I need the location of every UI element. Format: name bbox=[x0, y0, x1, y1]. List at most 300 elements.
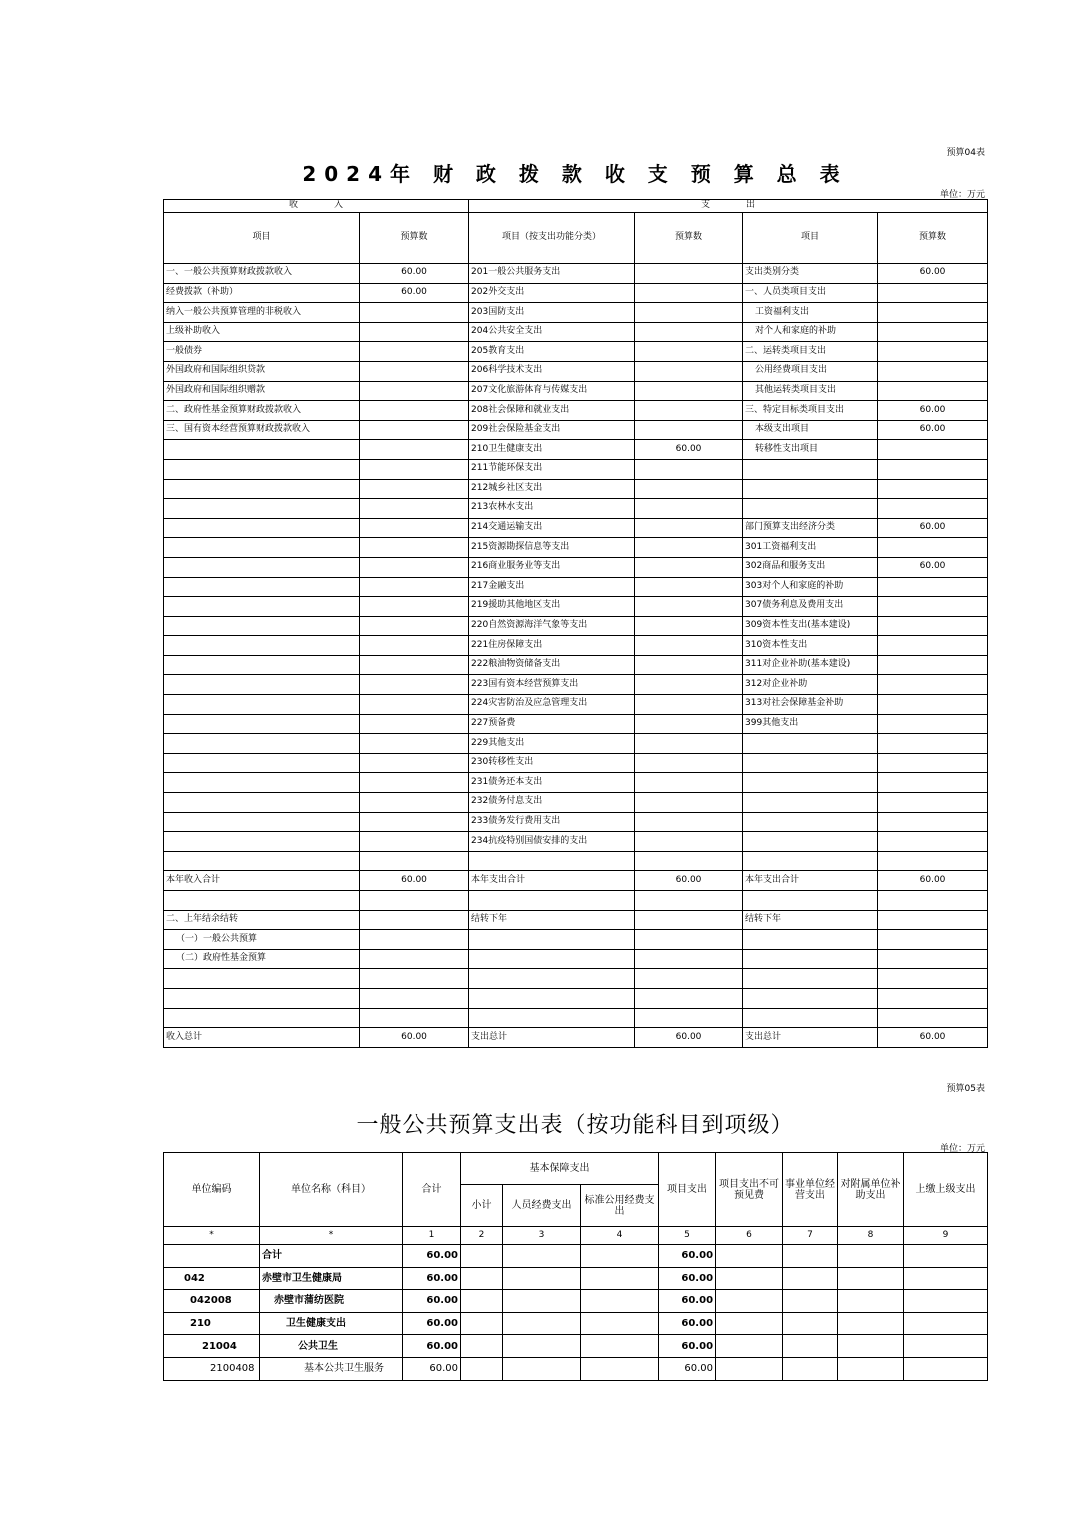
table-cell bbox=[878, 753, 988, 773]
table-row bbox=[164, 793, 988, 813]
table-cell bbox=[716, 1357, 783, 1380]
table-cell: 220自然资源海洋气象等支出 bbox=[469, 616, 635, 636]
table-cell bbox=[838, 1357, 904, 1380]
table-cell: 233债务发行费用支出 bbox=[469, 812, 635, 832]
table-row bbox=[164, 499, 988, 519]
table-cell bbox=[164, 753, 360, 773]
table-row bbox=[164, 636, 988, 656]
table-cell bbox=[878, 1008, 988, 1028]
table-cell bbox=[783, 1357, 838, 1380]
unit-code-header: 单位编码 bbox=[164, 1153, 260, 1227]
table-cell: 三、特定目标类项目支出 bbox=[743, 401, 878, 421]
table-row bbox=[164, 1312, 988, 1335]
table-cell: 210卫生健康支出 bbox=[469, 440, 635, 460]
table-cell bbox=[904, 1267, 988, 1290]
table-cell bbox=[635, 616, 743, 636]
table-cell bbox=[878, 891, 988, 911]
table-cell: 219援助其他地区支出 bbox=[469, 597, 635, 617]
table-cell bbox=[783, 1245, 838, 1268]
table-row bbox=[164, 597, 988, 617]
table-cell bbox=[716, 1267, 783, 1290]
table-cell bbox=[461, 1357, 503, 1380]
table-cell bbox=[164, 773, 360, 793]
table-cell bbox=[743, 793, 878, 813]
table-cell bbox=[783, 1312, 838, 1335]
table-cell bbox=[635, 930, 743, 950]
table-cell bbox=[878, 734, 988, 754]
table-cell: 201一般公共服务支出 bbox=[469, 264, 635, 284]
table-row bbox=[164, 871, 988, 891]
table-cell: 60.00 bbox=[659, 1357, 716, 1380]
table-cell bbox=[164, 793, 360, 813]
table-cell: 60.00 bbox=[403, 1290, 461, 1313]
table-cell: 311对企业补助(基本建设) bbox=[743, 655, 878, 675]
table-cell bbox=[360, 479, 469, 499]
table-cell: 21004 bbox=[164, 1335, 260, 1358]
table-cell bbox=[503, 1245, 581, 1268]
table-cell: 209社会保险基金支出 bbox=[469, 420, 635, 440]
table-cell bbox=[743, 753, 878, 773]
index-cell: 8 bbox=[838, 1227, 904, 1245]
table-cell bbox=[743, 891, 878, 911]
table-cell: 外国政府和国际组织贷款 bbox=[164, 361, 360, 381]
table-cell bbox=[743, 459, 878, 479]
table-cell bbox=[581, 1267, 659, 1290]
table-cell: 二、上年结余结转 bbox=[164, 910, 360, 930]
table-row bbox=[164, 988, 988, 1008]
table-cell bbox=[164, 557, 360, 577]
table-row bbox=[164, 283, 988, 303]
table-cell bbox=[360, 832, 469, 852]
table-cell bbox=[635, 910, 743, 930]
table-cell bbox=[164, 459, 360, 479]
table-cell bbox=[635, 322, 743, 342]
table-row bbox=[164, 264, 988, 284]
table-cell bbox=[838, 1312, 904, 1335]
table-cell bbox=[360, 616, 469, 636]
table-cell: 60.00 bbox=[403, 1267, 461, 1290]
table-row bbox=[164, 401, 988, 421]
table-cell bbox=[878, 499, 988, 519]
table-cell: 公共卫生 bbox=[260, 1335, 403, 1358]
table-cell: 208社会保障和就业支出 bbox=[469, 401, 635, 421]
table-cell bbox=[581, 1357, 659, 1380]
table-cell bbox=[904, 1335, 988, 1358]
table-row bbox=[164, 969, 988, 989]
col-header: 项目 bbox=[164, 213, 360, 264]
table-cell bbox=[743, 988, 878, 1008]
table-cell: 217金融支出 bbox=[469, 577, 635, 597]
table-cell: 221住房保障支出 bbox=[469, 636, 635, 656]
table-cell bbox=[461, 1335, 503, 1358]
table-cell bbox=[360, 734, 469, 754]
table-cell bbox=[783, 1267, 838, 1290]
table-cell: 外国政府和国际组织赠款 bbox=[164, 381, 360, 401]
table-cell bbox=[878, 949, 988, 969]
table-cell: 60.00 bbox=[659, 1335, 716, 1358]
table-cell bbox=[878, 577, 988, 597]
table-cell: 60.00 bbox=[878, 1028, 988, 1048]
table-row bbox=[164, 459, 988, 479]
table-cell bbox=[360, 342, 469, 362]
basic-header: 基本保障支出 bbox=[461, 1153, 659, 1185]
table-cell bbox=[878, 832, 988, 852]
table-cell: 60.00 bbox=[635, 1028, 743, 1048]
subtotal-header: 小计 bbox=[461, 1185, 503, 1227]
table-row bbox=[164, 1008, 988, 1028]
table-cell: 部门预算支出经济分类 bbox=[743, 518, 878, 538]
table-cell bbox=[469, 891, 635, 911]
table-cell bbox=[360, 930, 469, 950]
table-cell bbox=[360, 910, 469, 930]
table-cell bbox=[360, 538, 469, 558]
table-cell: 307债务利息及费用支出 bbox=[743, 597, 878, 617]
table-cell: 2100408 bbox=[164, 1357, 260, 1380]
table-cell bbox=[360, 655, 469, 675]
table-cell: 60.00 bbox=[878, 557, 988, 577]
table-cell: 三、国有资本经营预算财政拨款收入 bbox=[164, 420, 360, 440]
table-cell: 一般债券 bbox=[164, 342, 360, 362]
table-cell: 对个人和家庭的补助 bbox=[743, 322, 878, 342]
table-cell bbox=[360, 1008, 469, 1028]
table-cell bbox=[360, 988, 469, 1008]
table-cell bbox=[581, 1245, 659, 1268]
table-cell bbox=[878, 851, 988, 871]
table-cell: 60.00 bbox=[659, 1245, 716, 1268]
index-cell: 4 bbox=[581, 1227, 659, 1245]
table-cell bbox=[360, 381, 469, 401]
table-cell: 211节能环保支出 bbox=[469, 459, 635, 479]
project-header: 项目支出 bbox=[659, 1153, 716, 1227]
table-cell bbox=[878, 773, 988, 793]
table1-code: 预算04表 bbox=[946, 148, 985, 158]
table-row bbox=[164, 773, 988, 793]
table-cell bbox=[743, 930, 878, 950]
table-cell bbox=[164, 518, 360, 538]
table-cell bbox=[360, 303, 469, 323]
table-cell bbox=[635, 636, 743, 656]
table-cell bbox=[635, 851, 743, 871]
table-cell: 302商品和服务支出 bbox=[743, 557, 878, 577]
table-cell bbox=[164, 851, 360, 871]
table-cell bbox=[783, 1290, 838, 1313]
table-cell bbox=[469, 1008, 635, 1028]
table-cell: 042008 bbox=[164, 1290, 260, 1313]
table-cell: 公用经费项目支出 bbox=[743, 361, 878, 381]
table-cell bbox=[164, 812, 360, 832]
table-cell bbox=[164, 734, 360, 754]
table-cell bbox=[360, 773, 469, 793]
table-cell bbox=[360, 459, 469, 479]
table-cell bbox=[838, 1245, 904, 1268]
table-row bbox=[164, 675, 988, 695]
table-cell bbox=[164, 655, 360, 675]
table-cell bbox=[503, 1312, 581, 1335]
table-row bbox=[164, 734, 988, 754]
table-cell bbox=[743, 812, 878, 832]
table-cell bbox=[461, 1290, 503, 1313]
table-cell: 216商业服务业等支出 bbox=[469, 557, 635, 577]
table-cell bbox=[164, 479, 360, 499]
table-cell: 60.00 bbox=[403, 1335, 461, 1358]
table-cell bbox=[635, 949, 743, 969]
table-cell: 203国防支出 bbox=[469, 303, 635, 323]
table-row bbox=[164, 714, 988, 734]
table-cell bbox=[164, 440, 360, 460]
table-cell bbox=[164, 891, 360, 911]
table-cell: 042 bbox=[164, 1267, 260, 1290]
table-cell: 213农林水支出 bbox=[469, 499, 635, 519]
index-cell: 1 bbox=[403, 1227, 461, 1245]
table-cell bbox=[360, 322, 469, 342]
table-cell bbox=[360, 714, 469, 734]
table-cell bbox=[635, 891, 743, 911]
table-cell bbox=[503, 1290, 581, 1313]
table-cell: 309资本性支出(基本建设) bbox=[743, 616, 878, 636]
table-cell bbox=[360, 518, 469, 538]
table-cell bbox=[635, 714, 743, 734]
table-row bbox=[164, 381, 988, 401]
table-cell: 本年支出合计 bbox=[469, 871, 635, 891]
index-row bbox=[164, 1227, 988, 1245]
table-cell bbox=[360, 440, 469, 460]
table-cell: 303对个人和家庭的补助 bbox=[743, 577, 878, 597]
table-cell: 工资福利支出 bbox=[743, 303, 878, 323]
table-cell: 60.00 bbox=[878, 871, 988, 891]
table-cell bbox=[743, 773, 878, 793]
table-cell bbox=[635, 988, 743, 1008]
table-cell: 支出总计 bbox=[743, 1028, 878, 1048]
table-row bbox=[164, 949, 988, 969]
total-header: 合计 bbox=[403, 1153, 461, 1227]
table-cell: 234抗疫特别国债安排的支出 bbox=[469, 832, 635, 852]
table-cell: 231债务还本支出 bbox=[469, 773, 635, 793]
table-cell: 207文化旅游体育与传媒支出 bbox=[469, 381, 635, 401]
table-cell bbox=[635, 303, 743, 323]
table-row bbox=[164, 420, 988, 440]
table-cell bbox=[164, 577, 360, 597]
table-cell bbox=[878, 322, 988, 342]
table-cell: 222粮油物资储备支出 bbox=[469, 655, 635, 675]
table-cell bbox=[878, 988, 988, 1008]
col-header: 预算数 bbox=[360, 213, 469, 264]
index-cell: 3 bbox=[503, 1227, 581, 1245]
table-cell: 224灾害防治及应急管理支出 bbox=[469, 695, 635, 715]
table-cell: 205教育支出 bbox=[469, 342, 635, 362]
index-cell: 6 bbox=[716, 1227, 783, 1245]
table-row bbox=[164, 851, 988, 871]
table-cell: 232债务付息支出 bbox=[469, 793, 635, 813]
table-cell bbox=[878, 695, 988, 715]
table-row bbox=[164, 361, 988, 381]
table-cell bbox=[164, 714, 360, 734]
table-cell bbox=[878, 714, 988, 734]
table-cell: （二）政府性基金预算 bbox=[164, 949, 360, 969]
table-cell bbox=[904, 1357, 988, 1380]
table-cell bbox=[878, 636, 988, 656]
table-cell bbox=[635, 793, 743, 813]
table-cell bbox=[838, 1267, 904, 1290]
table-cell bbox=[635, 753, 743, 773]
table-cell: 206科学技术支出 bbox=[469, 361, 635, 381]
table-cell: 二、政府性基金预算财政拨款收入 bbox=[164, 401, 360, 421]
table-cell bbox=[164, 969, 360, 989]
table-cell bbox=[164, 988, 360, 1008]
table-row bbox=[164, 930, 988, 950]
table-cell: 312对企业补助 bbox=[743, 675, 878, 695]
table-cell bbox=[878, 910, 988, 930]
income-header: 收 入 bbox=[164, 200, 469, 213]
subsidy-header: 对附属单位补助支出 bbox=[838, 1153, 904, 1227]
table-row bbox=[164, 577, 988, 597]
table-cell bbox=[878, 969, 988, 989]
table-cell: 60.00 bbox=[878, 401, 988, 421]
table-row bbox=[164, 910, 988, 930]
table-row bbox=[164, 1357, 988, 1380]
table-cell bbox=[360, 949, 469, 969]
table-row bbox=[164, 342, 988, 362]
table-row bbox=[164, 655, 988, 675]
table-cell: 60.00 bbox=[360, 264, 469, 284]
budget-summary-table bbox=[163, 199, 988, 1048]
table-cell: 60.00 bbox=[360, 871, 469, 891]
table-row bbox=[164, 1267, 988, 1290]
table-cell: 合计 bbox=[260, 1245, 403, 1268]
table-cell bbox=[878, 930, 988, 950]
table-cell bbox=[360, 891, 469, 911]
table-cell bbox=[878, 597, 988, 617]
table-cell bbox=[716, 1290, 783, 1313]
table-cell: 上级补助收入 bbox=[164, 322, 360, 342]
table-cell: 经费拨款（补助） bbox=[164, 283, 360, 303]
table-cell bbox=[469, 969, 635, 989]
table-cell bbox=[878, 616, 988, 636]
table-cell bbox=[360, 577, 469, 597]
table-cell: 230转移性支出 bbox=[469, 753, 635, 773]
index-cell: * bbox=[260, 1227, 403, 1245]
table-cell: 60.00 bbox=[360, 1028, 469, 1048]
table-cell bbox=[878, 479, 988, 499]
table-cell: 支出总计 bbox=[469, 1028, 635, 1048]
table-cell: 60.00 bbox=[878, 264, 988, 284]
table-cell bbox=[878, 812, 988, 832]
table-cell: 60.00 bbox=[635, 440, 743, 460]
table-cell: 399其他支出 bbox=[743, 714, 878, 734]
table-cell: 215资源勘探信息等支出 bbox=[469, 538, 635, 558]
table-cell bbox=[635, 1008, 743, 1028]
table-cell bbox=[904, 1245, 988, 1268]
table2-code: 预算05表 bbox=[946, 1084, 985, 1094]
unit-name-header: 单位名称（科目） bbox=[260, 1153, 403, 1227]
table-cell bbox=[878, 793, 988, 813]
table-cell bbox=[469, 988, 635, 1008]
table-cell: 60.00 bbox=[659, 1267, 716, 1290]
table-cell: 二、运转类项目支出 bbox=[743, 342, 878, 362]
table-cell bbox=[878, 283, 988, 303]
table-cell bbox=[716, 1245, 783, 1268]
table-cell: 60.00 bbox=[403, 1245, 461, 1268]
table-cell bbox=[635, 283, 743, 303]
table-cell bbox=[635, 459, 743, 479]
table-cell bbox=[878, 459, 988, 479]
table-cell bbox=[635, 832, 743, 852]
table-cell bbox=[838, 1335, 904, 1358]
table-cell: 202外交支出 bbox=[469, 283, 635, 303]
standard-public-header: 标准公用经费支出 bbox=[581, 1185, 659, 1227]
table-cell bbox=[904, 1290, 988, 1313]
table-cell bbox=[360, 675, 469, 695]
table-cell bbox=[635, 557, 743, 577]
table-cell bbox=[360, 969, 469, 989]
table-row bbox=[164, 557, 988, 577]
table2-unit: 单位：万元 bbox=[939, 1144, 985, 1154]
table-row bbox=[164, 518, 988, 538]
table-cell bbox=[360, 420, 469, 440]
expense-header: 支 出 bbox=[469, 200, 988, 213]
table-cell: （一）一般公共预算 bbox=[164, 930, 360, 950]
table-row bbox=[164, 1245, 988, 1268]
table-cell bbox=[360, 636, 469, 656]
table-cell bbox=[878, 538, 988, 558]
table-cell: 收入总计 bbox=[164, 1028, 360, 1048]
col-header: 项目（按支出功能分类） bbox=[469, 213, 635, 264]
table-row bbox=[164, 440, 988, 460]
table-cell: 卫生健康支出 bbox=[260, 1312, 403, 1335]
personnel-header: 人员经费支出 bbox=[503, 1185, 581, 1227]
unforeseen-header: 项目支出不可预见费 bbox=[716, 1153, 783, 1227]
table-row bbox=[164, 832, 988, 852]
table-cell bbox=[635, 812, 743, 832]
table-cell bbox=[360, 812, 469, 832]
table-row bbox=[164, 1335, 988, 1358]
table-cell: 60.00 bbox=[878, 420, 988, 440]
table-cell bbox=[878, 361, 988, 381]
table-cell bbox=[904, 1312, 988, 1335]
table-cell bbox=[360, 557, 469, 577]
table-cell bbox=[581, 1335, 659, 1358]
table-cell bbox=[360, 851, 469, 871]
table-cell bbox=[743, 479, 878, 499]
table-cell bbox=[635, 499, 743, 519]
index-cell: 7 bbox=[783, 1227, 838, 1245]
table-cell bbox=[164, 636, 360, 656]
table-cell: 210 bbox=[164, 1312, 260, 1335]
table-cell bbox=[360, 361, 469, 381]
index-cell: 2 bbox=[461, 1227, 503, 1245]
table-cell bbox=[635, 969, 743, 989]
table-cell bbox=[743, 832, 878, 852]
table-cell bbox=[469, 930, 635, 950]
table-cell: 结转下年 bbox=[469, 910, 635, 930]
table-cell bbox=[164, 1245, 260, 1268]
table-row bbox=[164, 1028, 988, 1048]
table-cell bbox=[503, 1335, 581, 1358]
table-cell bbox=[360, 401, 469, 421]
table2-title: 一般公共预算支出表（按功能科目到项级） bbox=[356, 1113, 794, 1138]
table-cell bbox=[635, 342, 743, 362]
table-cell: 223国有资本经营预算支出 bbox=[469, 675, 635, 695]
table-cell bbox=[743, 499, 878, 519]
table-cell bbox=[164, 1008, 360, 1028]
table-cell bbox=[461, 1267, 503, 1290]
table-cell: 60.00 bbox=[403, 1312, 461, 1335]
table-cell: 一、人员类项目支出 bbox=[743, 283, 878, 303]
table-cell: 本年支出合计 bbox=[743, 871, 878, 891]
table-cell bbox=[878, 342, 988, 362]
table-cell bbox=[469, 949, 635, 969]
table-cell: 301工资福利支出 bbox=[743, 538, 878, 558]
table-cell bbox=[469, 851, 635, 871]
